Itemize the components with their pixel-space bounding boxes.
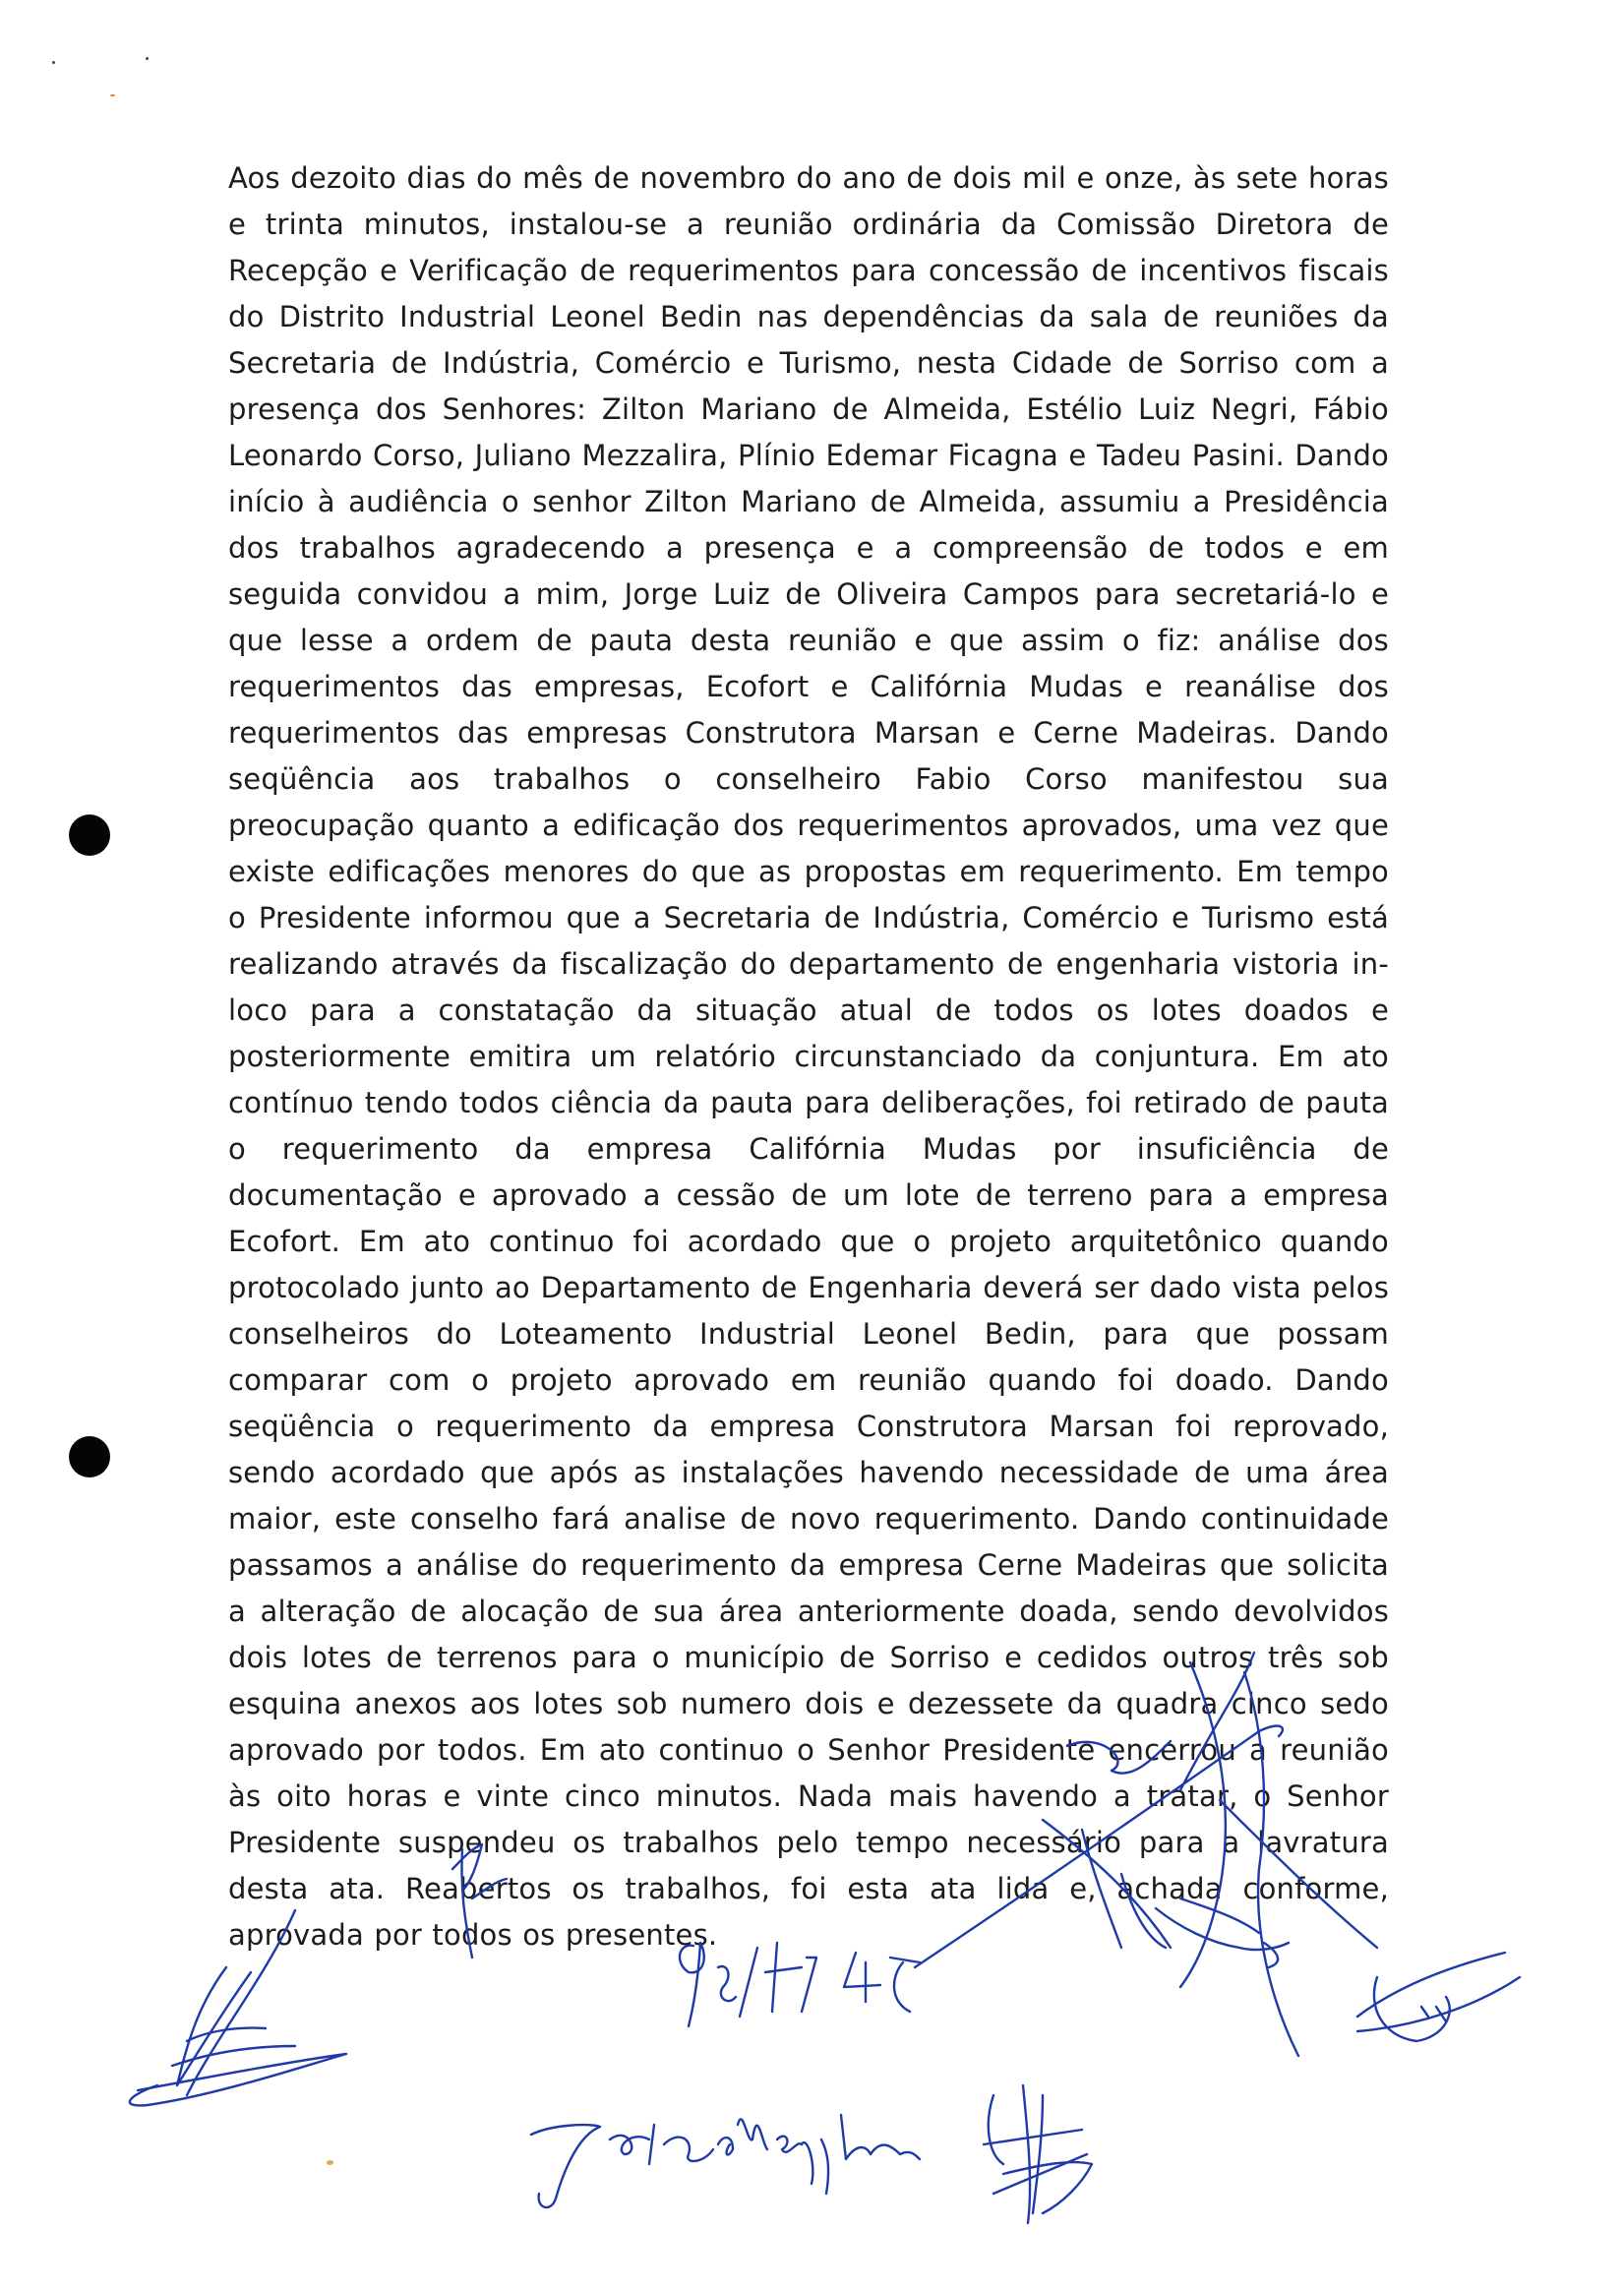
- signature-3: [984, 2085, 1092, 2223]
- scan-speck: [52, 61, 55, 64]
- signature-juliano-mezzalira: [531, 2115, 920, 2207]
- minutes-body: [228, 155, 1389, 1959]
- scan-speck: [110, 94, 115, 96]
- minutes-paragraph: Aos dezoito dias do mês de novembro do ano de dois mil e onze, às sete horas e trinta minutos, instalou-se a reunião ordinária da Comissão Diretora de Recepção e Verificação de requerimentos para concessão de incentivos fiscais do Distrito Industrial Leonel Bedin nas dependências da sala de reuniões da Secretaria de Indústria, Comércio e Turismo, nesta Cidade de Sorriso com a presença dos Senhores: Zilton Mariano de Almeida, Estélio Luiz Negri, Fábio Leonardo Corso, Juliano Mezzalira, Plínio Edemar Ficagna e Tadeu Pasini. Dando início à audiência o senhor Zilton Mariano de Almeida, assumiu a Presidência dos trabalhos agradecendo a presença e a compreensão de todos e em seguida convidou a mim, Jorge Luiz de Oliveira Campos para secretariá-lo e que lesse a ordem de pauta desta reunião e que assim o fiz: análise dos requerimentos das empresas, Ecofort e Califórnia Mudas e reanálise dos requerimentos das empresas Construtora Marsan e Cerne Madeiras. Dando seqüência aos trabalhos o conselheiro Fabio Corso manifestou sua preocupação quanto a edificação dos requerimentos aprovados, uma vez que existe edificações menores do que as propostas em requerimento. Em tempo o Presidente informou que a Secretaria de Indústria, Comércio e Turismo está realizando através da fiscalização do departamento de engenharia vistoria in-loco para a constatação da situação atual de todos os lotes doados e posteriormente emitira um relatório circunstanciado da conjuntura. Em ato contínuo tendo todos ciência da pauta para deliberações, foi retirado de pauta o requerimento da empresa Califórnia Mudas por insuficiência de documentação e aprovado a cessão de um lote de terreno para a empresa Ecofort. Em ato continuo foi acordado que o projeto arquitetônico quando protocolado junto ao Departamento de Engenharia deverá ser dado vista pelos conselheiros do Loteamento Industrial Leonel Bedin, para que possam comparar com o projeto aprovado em reunião quando foi doado. Dando seqüência o requerimento da empresa Construtora Marsan foi reprovado, sendo acordado que após as instalações havendo necessidade de uma área maior, este conselho fará analise de novo requerimento. Dando continuidade passamos a análise do requerimento da empresa Cerne Madeiras que solicita a alteração de alocação de sua área anteriormente doada, sendo devolvidos dois lotes de terrenos para o município de Sorriso e cedidos outros três sob esquina anexos aos lotes sob numero dois e dezessete da quadra cinco sedo aprovado por todos. Em ato continuo o Senhor Presidente encerrou a reunião às oito horas e vinte cinco minutos. Nada mais havendo a tratar, o Senhor Presidente suspendeu os trabalhos pelo tempo necessário para a lavratura desta ata. Reabertos os trabalhos, foi esta ata lida e, achada conforme, aprovada por todos os presentes.: [228, 161, 1389, 1952]
- punch-hole-top: [69, 814, 110, 856]
- punch-hole-bottom: [69, 1436, 110, 1477]
- scan-speck: [327, 2160, 333, 2165]
- scan-speck: [146, 57, 149, 60]
